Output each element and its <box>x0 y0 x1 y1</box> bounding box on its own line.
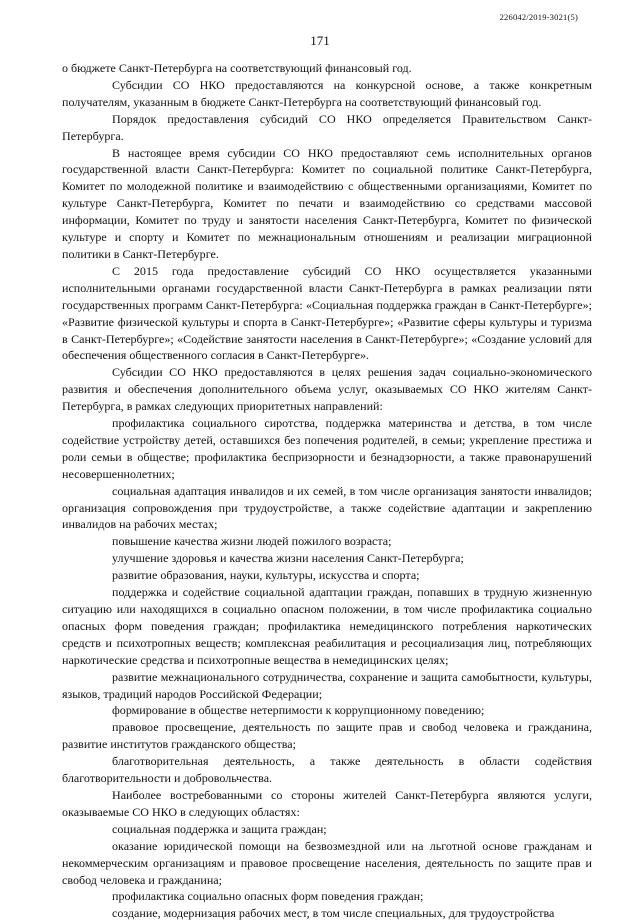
list-item: развитие образования, науки, культуры, искусства и спорта; <box>112 568 420 583</box>
list-item: правовое просвещение, деятельность по защите прав и свобод человека и гражданина, развитие институтов гражданского общества; <box>62 720 592 752</box>
list-item: социальная поддержка и защита граждан; <box>112 821 327 836</box>
paragraph: В настоящее время субсидии СО НКО предоставляют семь исполнительных органов государственной власти Санкт-Петербурга: Комитет по социальной политике Санкт-Петербурга, Комитет по молодежной политике и взаимодействию с общественными организациями, Комитет по культуре Санкт-Петербурга, Комитет по печати и взаимодействию со средствами массовой информации, Комитет по труду и занятости населения Санкт-Петербурга, Комитет по физической культуре и спорту и Комитет по межнациональным отношениям и реализации миграционной политики в Санкт-Петербурге. <box>62 145 592 261</box>
list-item: благотворительная деятельность, а также деятельность в области содействия благотворительности и добровольчества. <box>62 754 592 786</box>
list-item: развитие межнационального сотрудничества, сохранение и защита самобытности, культуры, языков, традиций народов Российской Федерации; <box>62 669 592 701</box>
list-item: улучшение здоровья и качества жизни населения Санкт-Петербурга; <box>112 551 464 566</box>
list-item: повышение качества жизни людей пожилого возраста; <box>112 534 392 549</box>
document-id: 226042/2019-3021(5) <box>499 12 578 22</box>
paragraph: Порядок предоставления субсидий СО НКО определяется Правительством Санкт-Петербурга. <box>62 111 592 143</box>
list-item: социальная адаптация инвалидов и их семей, в том числе организация занятости инвалидов; организация сопровождения при трудоустройстве, а также содействие адаптации и закреплению инвалидов на рабочих местах; <box>62 483 592 532</box>
paragraph: С 2015 года предоставление субсидий СО НКО осуществляется указанными исполнительными органами государственной власти Санкт-Петербурга в рамках реализации пяти государственных программ Санкт-Петербурга: «Социальная поддержка граждан в Санкт-Петербурге»; «Развитие физической культуры и спорта в Санкт-Петербурге»; «Развитие сферы культуры и туризма в Санкт-Петербурге»; «Содействие занятости населения в Санкт-Петербурге»; «Создание условий для обеспечения общественного согласия в Санкт-Петербурге». <box>62 263 592 363</box>
list-item: профилактика социально опасных форм поведения граждан; <box>112 889 424 904</box>
list-item: поддержка и содействие социальной адаптации граждан, попавших в трудную жизненную ситуацию или находящихся в социально опасном положении, в том числе профилактика социально опасных форм поведения граждан; профилактика немедицинского потребления наркотических средств и психотропных веществ; комплексная реабилитация и ресоциализация лиц, потребляющих наркотические средства и психотропные вещества в немедицинских целях; <box>62 585 592 667</box>
list-item: оказание юридической помощи на безвозмездной или на льготной основе гражданам и некоммерческим организациям и правовое просвещение населения, деятельность по защите прав и свобод человека и гражданина; <box>62 838 592 887</box>
body-text <box>62 60 592 922</box>
paragraph: Субсидии СО НКО предоставляются в целях решения задач социально-экономического развития и обеспечения дополнительного объема услуг, оказываемых СО НКО жителям Санкт-Петербурга, в рамках следующих приоритетных направлений: <box>62 365 592 414</box>
page-number: 171 <box>310 33 330 48</box>
paragraph: о бюджете Санкт-Петербурга на соответствующий финансовый год. <box>62 61 412 75</box>
paragraph: Наиболее востребованными со стороны жителей Санкт-Петербурга являются услуги, оказываемые СО НКО в следующих областях: <box>62 787 592 819</box>
list-item: профилактика социального сиротства, поддержка материнства и детства, в том числе содействие устройству детей, оставшихся без попечения родителей, в семьи; укрепление престижа и роли семьи в обществе; профилактика беспризорности и безнадзорности, а также правонарушений несовершеннолетних; <box>62 416 592 481</box>
paragraph: Субсидии СО НКО предоставляются на конкурсной основе, а также конкретным получателям, указанным в бюджете Санкт-Петербурга на соответствующий финансовый год. <box>62 77 592 109</box>
list-item: формирование в обществе нетерпимости к коррупционному поведению; <box>112 703 485 718</box>
list-item: создание, модернизация рабочих мест, в том числе специальных, для трудоустройства <box>112 906 555 921</box>
